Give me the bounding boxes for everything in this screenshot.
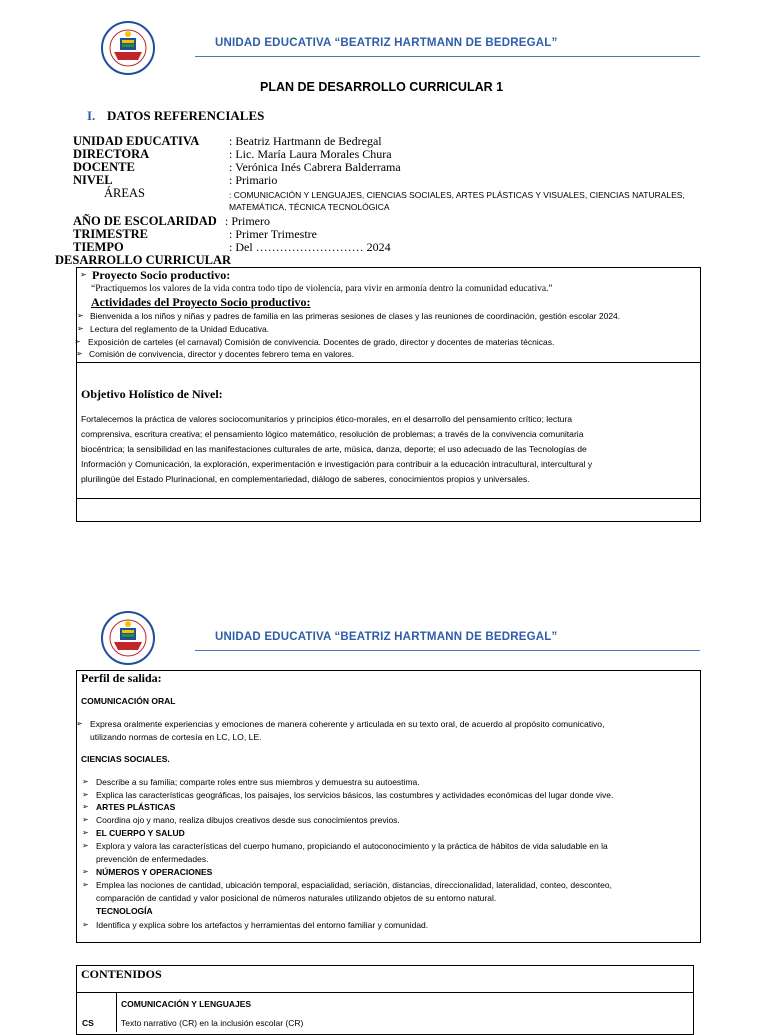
datos-key: NIVEL — [73, 173, 113, 187]
perfil-item: Coordina ojo y mano, realiza dibujos creativos desde sus conocimientos previos. — [96, 815, 400, 825]
datos-key: ÁREAS — [104, 186, 145, 200]
contenidos-title: CONTENIDOS — [81, 967, 162, 981]
bullet-icon: ➢ — [82, 841, 89, 850]
perfil-item: Explora y valora las características del cuerpo humano, propiciando el autoconocimiento y la práctica de hábitos de vida saludable en la — [96, 841, 608, 851]
actividad-item: Exposición de carteles (el carnaval) Comisión de convivencia. Docentes de grado, director y docentes de materias técnicas. — [88, 337, 555, 347]
datos-value: : Lic. María Laura Morales Chura — [229, 147, 392, 161]
bullet-icon: ➢ — [77, 311, 84, 320]
actividad-item: Comisión de convivencia, director y docentes febrero tema en valores. — [89, 349, 355, 359]
perfil-item: EL CUERPO Y SALUD — [96, 828, 185, 838]
bullet-icon: ➢ — [74, 337, 81, 346]
datos-value: : Primer Trimestre — [229, 227, 318, 241]
com-oral-title: COMUNICACIÓN ORAL — [81, 696, 176, 706]
table-column-divider — [116, 992, 117, 1032]
datos-key: DIRECTORA — [73, 147, 150, 161]
contenidos-row-label: CS — [82, 1018, 94, 1028]
bullet-icon: ➢ — [80, 270, 87, 279]
actividad-item: Lectura del reglamento de la Unidad Educativa. — [90, 324, 270, 334]
bullet-icon: ➢ — [76, 349, 83, 358]
perfil-item: NÚMEROS Y OPERACIONES — [96, 867, 213, 877]
datos-value-cont: MATEMÁTICA, TÉCNICA TECNOLÓGICA — [229, 202, 390, 212]
tec-title: TECNOLOGÍA — [96, 906, 153, 916]
section-number: I. — [87, 108, 96, 123]
perfil-item: Identifica y explica sobre los artefactos y herramientas del entorno familiar y comunidad. — [96, 920, 429, 930]
actividad-item: Bienvenida a los niños y niñas y padres de familia en las primeras sesiones de clases y las reuniones de coordinación, gestión escolar 2024. — [90, 311, 621, 321]
bullet-icon: ➢ — [82, 828, 89, 837]
section-title: DATOS REFERENCIALES — [107, 108, 265, 123]
school-logo — [100, 20, 156, 76]
datos-value: : Beatriz Hartmann de Bedregal — [229, 134, 382, 148]
datos-key: DOCENTE — [73, 160, 135, 174]
actividades-title: Actividades del Proyecto Socio productivo: — [91, 295, 311, 309]
school-title: UNIDAD EDUCATIVA “BEATRIZ HARTMANN DE BEDREGAL” — [215, 37, 558, 49]
bullet-icon: ➢ — [82, 802, 89, 811]
header-divider — [195, 56, 700, 57]
bullet-icon: ➢ — [82, 815, 89, 824]
datos-value: : COMUNICACIÓN Y LENGUAJES, CIENCIAS SOCIALES, ARTES PLÁSTICAS Y VISUALES, CIENCIAS NATURALES, — [229, 190, 685, 200]
contenidos-subject: COMUNICACIÓN Y LENGUAJES — [121, 999, 252, 1009]
school-logo — [100, 610, 156, 666]
perfil-item-cont: prevención de enfermedades. — [96, 854, 209, 864]
objetivo-line: Fortalecemos la práctica de valores sociocomunitarios y principios ético-morales, en el desarrollo del pensamiento crítico; lectura — [81, 414, 573, 424]
objetivo-line: biocéntrica; la sensibilidad en las manifestaciones culturales de arte, música, danza, deporte; el uso adecuado de las Tecnologías de — [81, 444, 587, 454]
bullet-icon: ➢ — [76, 719, 83, 728]
com-oral-line: utilizando normas de cortesía en LC, LO, LE. — [90, 732, 262, 742]
objetivo-line: comprensiva, escritura creativa; el pensamiento lógico matemático, resolución de problemas; a través de la convivencia comunitaria — [81, 429, 584, 439]
perfil-title: Perfil de salida: — [81, 671, 162, 685]
bullet-icon: ➢ — [82, 867, 89, 876]
perfil-item: ARTES PLÁSTICAS — [96, 802, 176, 812]
datos-key: TIEMPO — [73, 240, 124, 254]
datos-value: : Verónica Inés Cabrera Balderrama — [229, 160, 401, 174]
desarrollo-label: DESARROLLO CURRICULAR — [55, 253, 232, 267]
table-divider — [76, 498, 701, 499]
objetivo-line: Información y Comunicación, la exploración, experimentación e investigación para contribuir a la educación intracultural, intercultural y — [81, 459, 593, 469]
bullet-icon: ➢ — [82, 777, 89, 786]
datos-key: AÑO DE ESCOLARIDAD — [73, 214, 217, 228]
plan-title: PLAN DE DESARROLLO CURRICULAR 1 — [260, 80, 504, 94]
objetivo-line: plurilingüe del Estado Plurinacional, en complementariedad, diálogo de saberes, conocimientos propios y universales. — [81, 474, 530, 484]
bullet-icon: ➢ — [82, 790, 89, 799]
datos-value: : Primario — [229, 173, 278, 187]
table-divider — [76, 362, 701, 363]
header-divider — [195, 650, 700, 651]
datos-value: : Primero — [225, 214, 270, 228]
contenidos-line: Texto narrativo (CR) en la inclusión escolar (CR) — [121, 1018, 304, 1028]
school-title: UNIDAD EDUCATIVA “BEATRIZ HARTMANN DE BEDREGAL” — [215, 631, 558, 643]
com-oral-line: Expresa oralmente experiencias y emociones de manera coherente y articulada en su texto oral, de acuerdo al propósito comunicativo, — [90, 719, 605, 729]
datos-value: : Del ……………………… 2024 — [229, 240, 391, 254]
bullet-icon: ➢ — [82, 920, 89, 929]
objetivo-title: Objetivo Holístico de Nivel: — [81, 387, 223, 401]
proyecto-title: Proyecto Socio productivo: — [92, 268, 231, 282]
cs-title: CIENCIAS SOCIALES. — [81, 754, 170, 764]
perfil-item: Explica las características geográficas, los paisajes, los servicios básicos, las costumbres y actividades económicas del lugar donde vive. — [96, 790, 614, 800]
datos-key: TRIMESTRE — [73, 227, 149, 241]
bullet-icon: ➢ — [77, 324, 84, 333]
bullet-icon: ➢ — [82, 880, 89, 889]
perfil-item: Emplea las nociones de cantidad, ubicación temporal, espacialidad, seriación, distancias, direccionalidad, lateralidad, conteo, desconteo, — [96, 880, 612, 890]
datos-key: UNIDAD EDUCATIVA — [73, 134, 200, 148]
perfil-item-cont: comparación de cantidad y valor posicional de números naturales utilizando objetos de su entorno natural. — [96, 893, 497, 903]
proyecto-quote: “Practiquemos los valores de la vida contra todo tipo de violencia, para vivir en armonía dentro la comunidad educativa.” — [91, 284, 553, 294]
table-divider — [76, 992, 694, 993]
perfil-item: Describe a su familia; comparte roles entre sus miembros y demuestra su autoestima. — [96, 777, 420, 787]
